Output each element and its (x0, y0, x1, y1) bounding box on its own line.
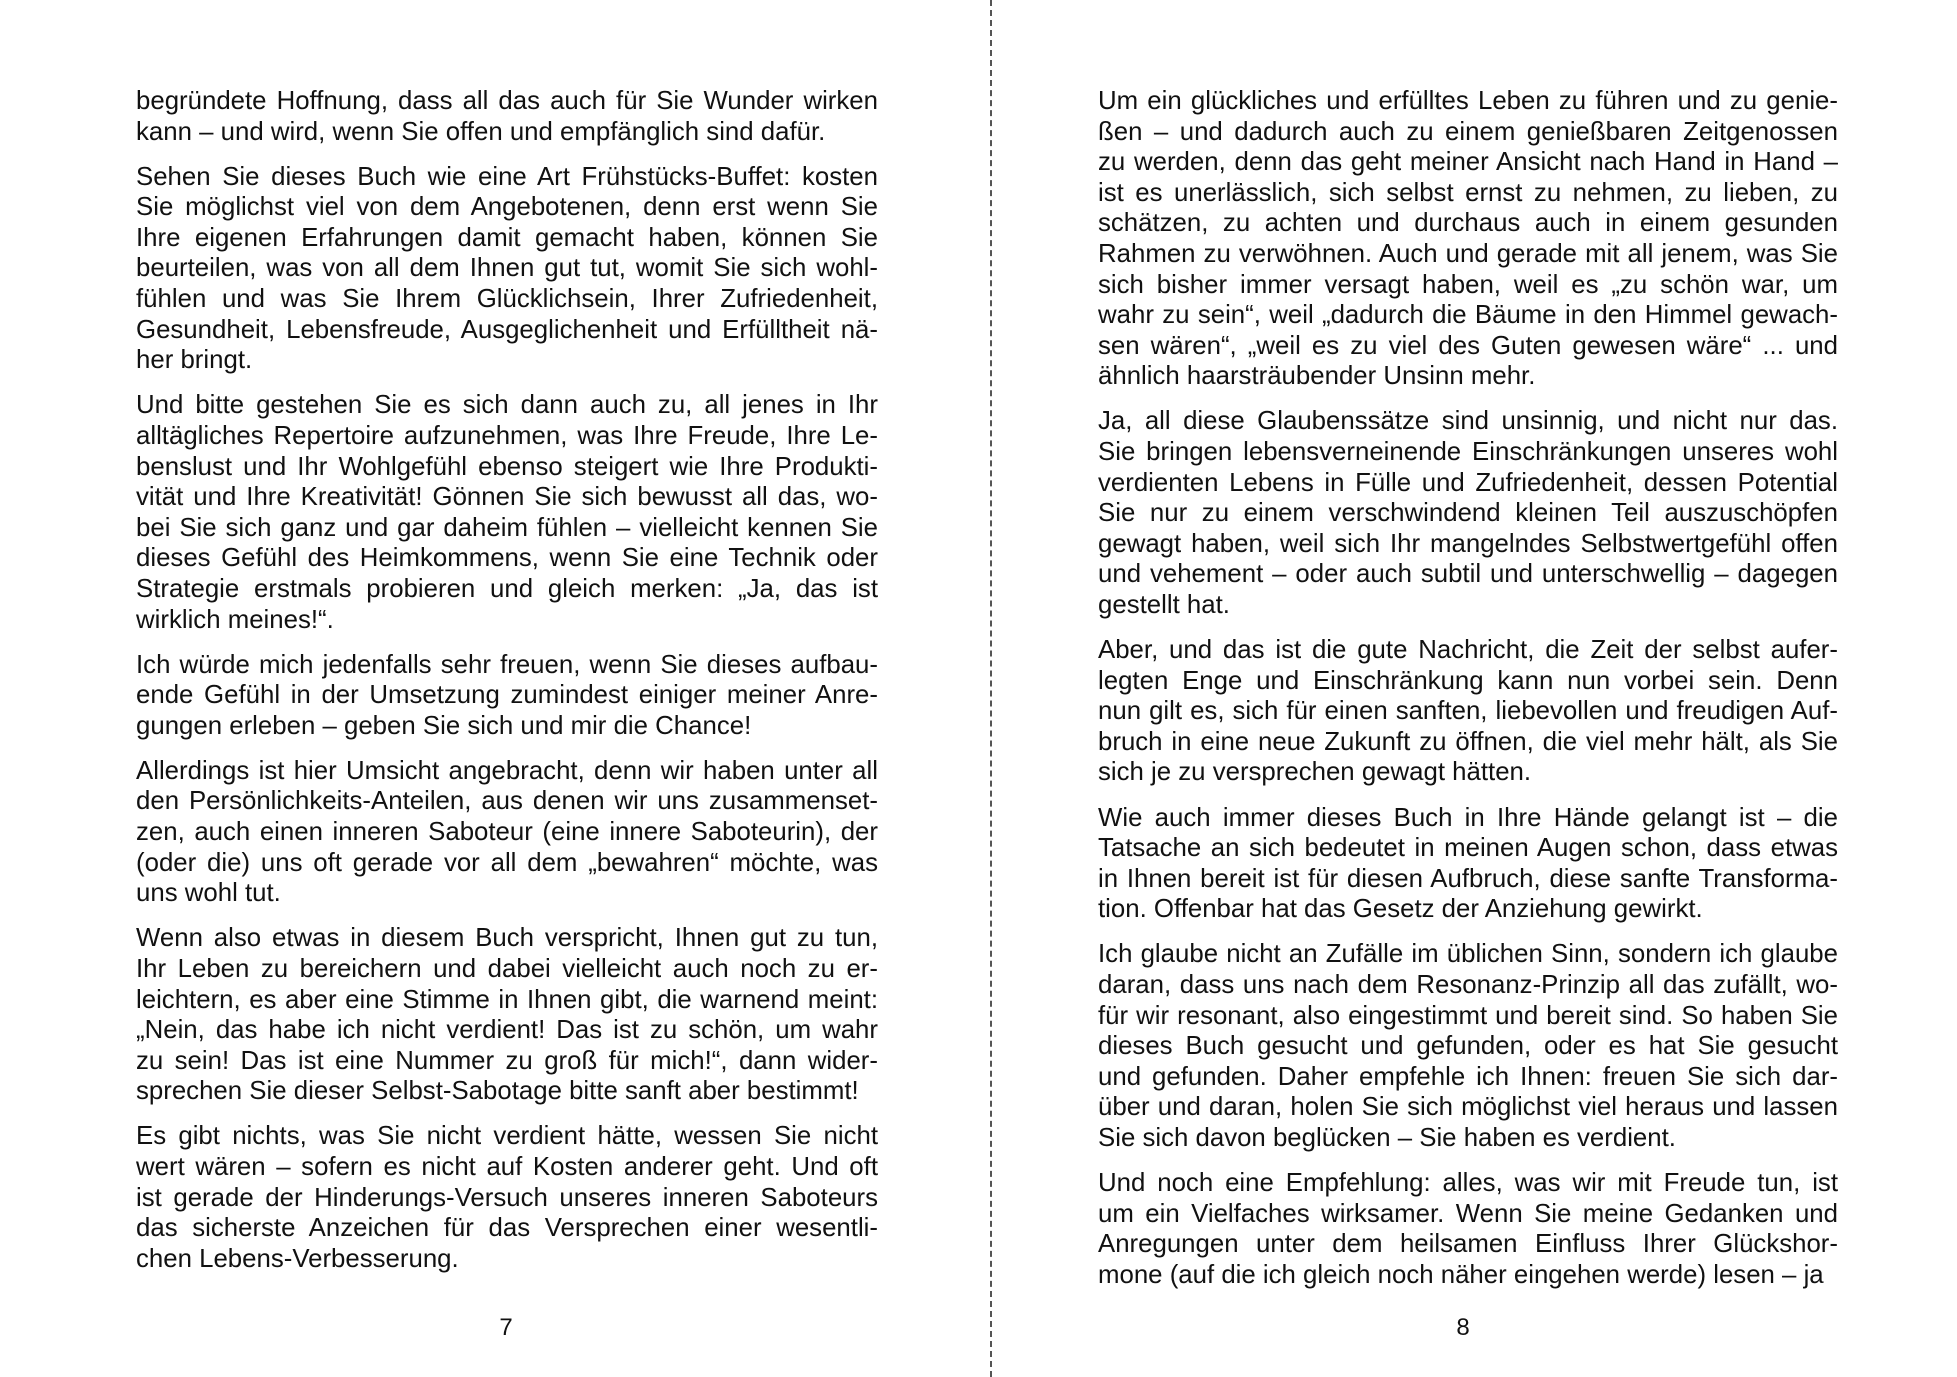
text-line: Ich würde mich jedenfalls sehr freuen, wenn Sie dieses aufbau- (136, 650, 878, 679)
text-line: und gefunden. Daher empfehle ich Ihnen: freuen Sie sich dar- (1098, 1062, 1838, 1091)
text-line: beurteilen, was von all dem Ihnen gut tut, womit Sie sich wohl- (136, 254, 878, 283)
text-line: für wir resonant, also eingestimmt und bereit sind. So haben Sie (1098, 1001, 1838, 1030)
text-line: kann – und wird, wenn Sie offen und empfänglich sind dafür. (136, 117, 826, 146)
text-line: Ich glaube nicht an Zufälle im üblichen Sinn, sondern ich glaube (1098, 940, 1838, 969)
text-line: in Ihnen bereit ist für diesen Aufbruch, diese sanfte Transforma- (1098, 864, 1838, 893)
text-line: Sie sich davon beglücken – Sie haben es verdient. (1098, 1124, 1676, 1152)
text-line: Sie bringen lebensverneinende Einschränkungen unseres wohl (1098, 438, 1838, 467)
paragraph (1098, 1168, 1838, 1290)
text-line: tion. Offenbar hat das Gesetz der Anziehung gewirkt. (1098, 895, 1703, 924)
text-line: ßen – und dadurch auch zu einem genießbaren Zeitgenossen (1098, 117, 1838, 146)
text-line: Sehen Sie dieses Buch wie eine Art Frühstücks-Buffet: kosten (136, 162, 878, 191)
text-line: den Persönlichkeits-Anteilen, aus denen wir uns zusammenset- (136, 787, 878, 816)
text-line: zu werden, denn das geht meiner Ansicht nach Hand in Hand – (1098, 148, 1838, 177)
text-line: mone (auf die ich gleich noch näher eingehen werde) lesen – ja (1098, 1260, 1824, 1289)
text-line: ähnlich haarsträubender Unsinn mehr. (1098, 362, 1536, 391)
text-line: daran, dass uns nach dem Resonanz-Prinzip all das zufällt, wo- (1098, 971, 1838, 1000)
text-line: begründete Hoffnung, dass all das auch für Sie Wunder wirken (136, 87, 878, 115)
text-line: um ein Vielfaches wirksamer. Wenn Sie meine Gedanken und (1098, 1199, 1838, 1228)
page-number: 8 (1456, 1314, 1470, 1341)
text-line: Strategie erstmals probieren und gleich merken: „Ja, das ist (136, 574, 878, 603)
text-line: Es gibt nichts, was Sie nicht verdient hätte, wessen Sie nicht (136, 1122, 878, 1151)
text-line: Gesundheit, Lebensfreude, Ausgeglichenheit und Erfülltheit nä- (136, 315, 878, 344)
text-line: schätzen, zu achten und durchaus auch in einem gesunden (1098, 209, 1838, 238)
text-line: Um ein glückliches und erfülltes Leben zu führen und zu genie- (1098, 87, 1838, 115)
text-line: chen Lebens-Verbesserung. (136, 1244, 459, 1273)
text-line: uns wohl tut. (136, 879, 281, 908)
text-line: bei Sie sich ganz und gar daheim fühlen – vielleicht kennen Sie (136, 513, 878, 542)
text-line: „Nein, das habe ich nicht verdient! Das ist zu schön, um wahr (136, 1016, 878, 1045)
text-line: sprechen Sie dieser Selbst-Sabotage bitte sanft aber bestimmt! (136, 1077, 859, 1106)
text-line: Aber, und das ist die gute Nachricht, die Zeit der selbst aufer- (1098, 636, 1838, 665)
paragraph (136, 390, 878, 635)
text-line: ist es unerlässlich, sich selbst ernst zu nehmen, zu lieben, zu (1098, 178, 1838, 207)
text-line: Sie nur zu einem verschwindend kleinen Teil auszuschöpfen (1098, 499, 1838, 528)
text-line: dieses Buch gesucht und gefunden, oder es hat Sie gesucht (1098, 1032, 1838, 1061)
paragraph (1098, 635, 1838, 788)
text-line: Tatsache an sich bedeutet in meinen Augen schon, dass etwas (1098, 834, 1838, 863)
paragraph (136, 923, 878, 1107)
page-body (1098, 86, 1838, 1305)
text-line: Anregungen unter dem heilsamen Einfluss Ihrer Glückshor- (1098, 1230, 1838, 1259)
text-line: (oder die) uns oft gerade vor all dem „bewahren“ möchte, was (136, 848, 878, 877)
paragraph (136, 756, 878, 909)
text-line: benslust und Ihr Wohlgefühl ebenso steigert wie Ihre Produkti- (136, 452, 878, 481)
text-line: sich je zu versprechen gewagt hätten. (1098, 758, 1532, 787)
text-line: fühlen und was Sie Ihrem Glücklichsein, Ihrer Zufriedenheit, (136, 285, 878, 314)
page-left (0, 0, 978, 1377)
text-line: Wie auch immer dieses Buch in Ihre Hände gelangt ist – die (1098, 803, 1838, 832)
text-line: wirklich meines!“. (136, 605, 334, 634)
text-line: vität und Ihre Kreativität! Gönnen Sie sich bewusst all das, wo- (136, 483, 878, 512)
text-line: sich bisher immer versagt haben, weil es „zu schön war, um (1098, 270, 1838, 299)
text-line: zen, auch einen inneren Saboteur (eine innere Saboteurin), der (136, 818, 878, 847)
text-line: dieses Gefühl des Heimkommens, wenn Sie eine Technik oder (136, 544, 878, 573)
text-line: ist gerade der Hinderungs-Versuch unseres inneren Saboteurs (136, 1183, 878, 1212)
text-line: Und noch eine Empfehlung: alles, was wir mit Freude tun, ist (1098, 1169, 1838, 1198)
text-line: und vehement – oder auch subtil und unterschwellig – dagegen (1098, 560, 1838, 589)
text-line: nun gilt es, sich für einen sanften, liebevollen und freudigen Auf- (1098, 697, 1838, 726)
text-line: Ihre eigenen Erfahrungen damit gemacht haben, können Sie (136, 223, 878, 252)
text-line: Und bitte gestehen Sie es sich dann auch zu, all jenes in Ihr (136, 391, 878, 420)
text-line: legten Enge und Einschränkung kann nun vorbei sein. Denn (1098, 666, 1838, 695)
text-line: über und daran, holen Sie sich möglichst viel heraus und lassen (1098, 1093, 1838, 1122)
paragraph (136, 1121, 878, 1274)
paragraph (136, 162, 878, 376)
paragraph (1098, 803, 1838, 925)
text-line: gungen erleben – geben Sie sich und mir die Chance! (136, 711, 752, 740)
text-line: bruch in eine neue Zukunft zu öffnen, die viel mehr hält, als Sie (1098, 727, 1838, 756)
text-line: leichtern, es aber eine Stimme in Ihnen gibt, die warnend meint: (136, 985, 878, 1014)
page-right (978, 0, 1956, 1377)
paragraph (1098, 86, 1838, 392)
text-line: wert wären – sofern es nicht auf Kosten anderer geht. Und oft (136, 1153, 878, 1181)
text-line: verdienten Lebens in Fülle und Zufriedenheit, dessen Potential (1098, 468, 1838, 497)
text-line: gestellt hat. (1098, 591, 1230, 619)
text-line: zu sein! Das ist eine Nummer zu groß für mich!“, dann wider- (136, 1046, 878, 1075)
text-line: ende Gefühl in der Umsetzung zumindest einiger meiner Anre- (136, 681, 878, 710)
text-line: Wenn also etwas in diesem Buch verspricht, Ihnen gut zu tun, (136, 924, 878, 953)
text-line: Rahmen zu verwöhnen. Auch und gerade mit all jenem, was Sie (1098, 239, 1838, 268)
page-number: 7 (499, 1314, 513, 1341)
text-line: das sicherste Anzeichen für das Versprechen einer wesentli- (136, 1214, 878, 1243)
text-line: gewagt haben, weil sich Ihr mangelndes Selbstwertgefühl offen (1098, 529, 1838, 558)
text-line: Ihr Leben zu bereichern und dabei vielleicht auch noch zu er- (136, 954, 878, 983)
paragraph (1098, 939, 1838, 1153)
text-line: alltägliches Repertoire aufzunehmen, was Ihre Freude, Ihre Le- (136, 421, 878, 450)
paragraph (136, 86, 878, 147)
text-line: Ja, all diese Glaubenssätze sind unsinnig, und nicht nur das. (1098, 407, 1838, 436)
text-line: sen wären“, „weil es zu viel des Guten gewesen wäre“ ... und (1098, 331, 1838, 360)
text-line: Allerdings ist hier Umsicht angebracht, denn wir haben unter all (136, 756, 878, 785)
text-line: Sie möglichst viel von dem Angebotenen, denn erst wenn Sie (136, 193, 878, 222)
paragraph (1098, 406, 1838, 620)
paragraph (136, 650, 878, 742)
text-line: her bringt. (136, 346, 253, 375)
page-body (136, 86, 878, 1289)
text-line: wahr zu sein“, weil „dadurch die Bäume in den Himmel gewach- (1098, 301, 1838, 330)
